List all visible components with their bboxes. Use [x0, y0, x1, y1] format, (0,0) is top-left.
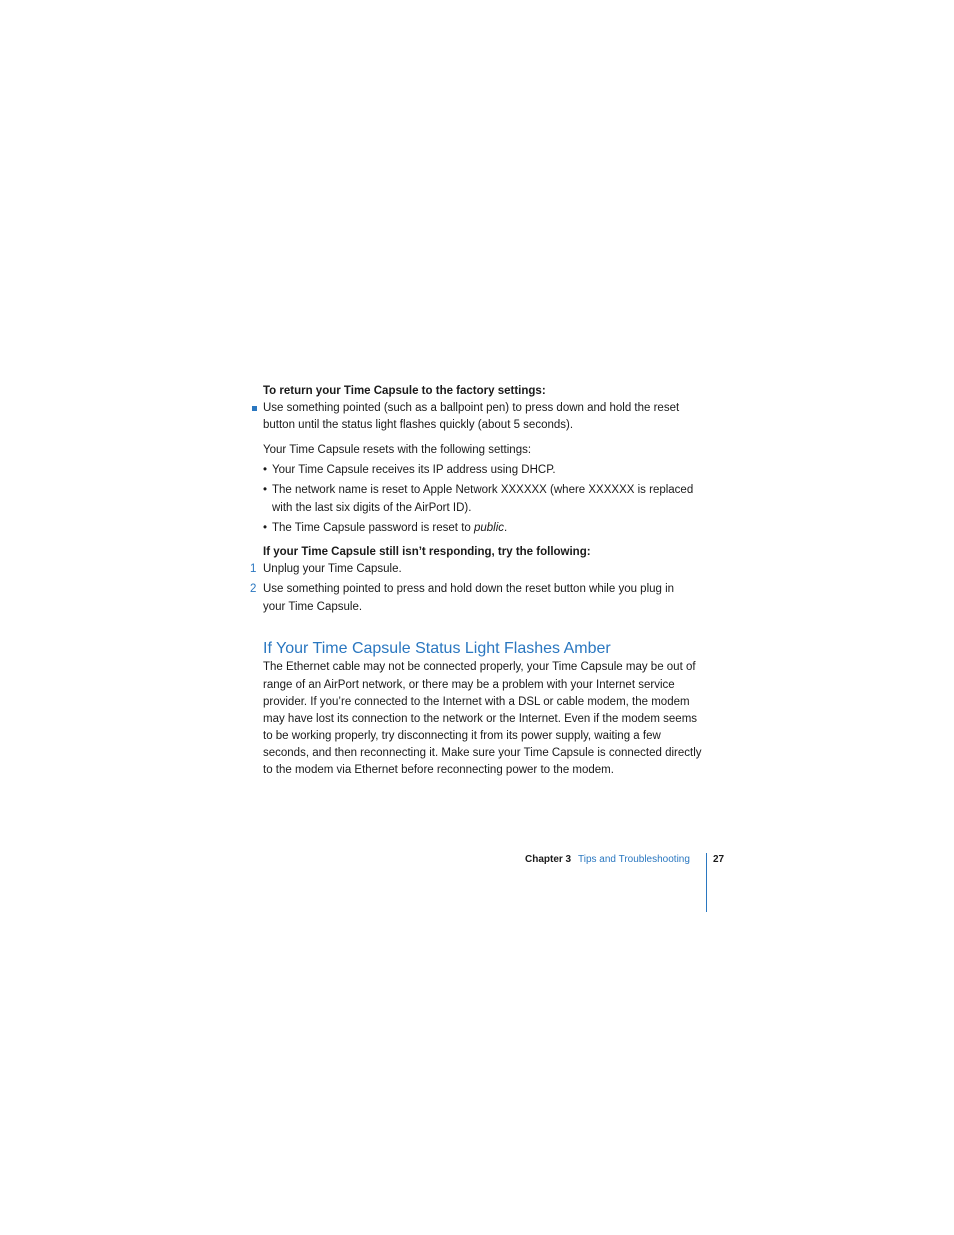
settings-bullet-3-suffix: . [504, 522, 508, 534]
settings-bullet-1: Your Time Capsule receives its IP address using DHCP. [272, 464, 556, 476]
step-1-text: Unplug your Time Capsule. [263, 563, 402, 575]
settings-bullet-2-line-1: The network name is reset to Apple Network XXXXXX (where XXXXXX is replaced [272, 484, 694, 496]
bullet-dot-icon: • [263, 522, 268, 534]
settings-bullet-2-line-2: with the last six digits of the AirPort ID). [272, 502, 472, 514]
amber-paragraph-line: provider. If you’re connected to the Internet with a DSL or cable modem, the modem [263, 696, 690, 708]
factory-step-line-1: Use something pointed (such as a ballpoint pen) to press down and hold the reset [263, 402, 680, 414]
factory-settings-heading: To return your Time Capsule to the factory settings: [263, 385, 546, 397]
settings-bullet-3 [272, 520, 507, 537]
amber-paragraph-line: range of an AirPort network, or there may be a problem with your Internet service [263, 679, 675, 691]
step-number-1: 1 [250, 563, 257, 575]
resets-intro: Your Time Capsule resets with the following settings: [263, 444, 532, 456]
footer-section-title: Tips and Troubleshooting [578, 854, 690, 865]
amber-paragraph-line: to the modem via Ethernet before reconnecting power to the modem. [263, 764, 614, 776]
amber-paragraph-line: seconds, and then reconnecting it. Make sure your Time Capsule is connected directly [263, 747, 702, 759]
step-2-line-1: Use something pointed to press and hold down the reset button while you plug in [263, 583, 675, 595]
amber-section-title: If Your Time Capsule Status Light Flashes Amber [263, 640, 611, 657]
step-2-line-2: your Time Capsule. [263, 601, 363, 613]
factory-step-line-2: button until the status light flashes quickly (about 5 seconds). [263, 419, 574, 431]
settings-bullet-3-password: public [473, 522, 505, 534]
step-number-2: 2 [250, 583, 257, 595]
square-bullet-icon [252, 406, 257, 411]
settings-bullet-3-prefix: The Time Capsule password is reset to [272, 522, 474, 534]
bullet-dot-icon: • [263, 484, 268, 496]
footer-chapter: Chapter 3 [525, 854, 572, 865]
page-number: 27 [713, 854, 725, 865]
not-responding-heading: If your Time Capsule still isn’t responding, try the following: [263, 546, 591, 558]
amber-paragraph-line: The Ethernet cable may not be connected properly, your Time Capsule may be out of [263, 661, 696, 673]
footer-divider [706, 853, 707, 912]
bullet-dot-icon: • [263, 464, 268, 476]
amber-paragraph-line: may have lost its connection to the network or the Internet. Even if the modem seems [263, 713, 698, 725]
amber-paragraph-line: to be working properly, try disconnecting it from its power supply, waiting a few [263, 730, 661, 742]
